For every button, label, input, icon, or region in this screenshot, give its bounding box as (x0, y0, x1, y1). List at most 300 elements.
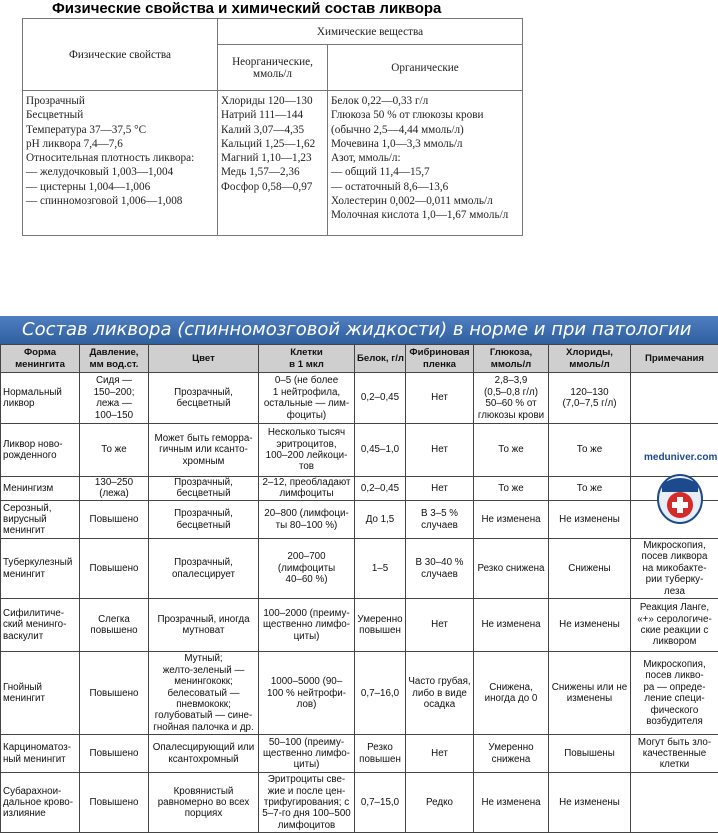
cell-line: Туберкулезный (3, 557, 73, 569)
inorganic-item: Фосфор 0,58—0,97 (221, 180, 313, 193)
cell-line: Прозрачный, (174, 508, 233, 520)
cell-line: 50–60 % от (485, 398, 537, 410)
cell-line: Реакция Ланге, (639, 602, 710, 614)
cell-line: Ликвор ново- (3, 438, 63, 450)
inorganic-item: Калий 3,07—4,35 (221, 123, 305, 136)
cell-line: повышен (359, 625, 401, 637)
cell-line: 1–5 (371, 562, 389, 574)
cell-protein (355, 735, 406, 773)
cell-line: Повышено (89, 796, 139, 808)
cell-line: Сидя — (95, 375, 133, 387)
organic-item: Мочевина 1,0—3,3 ммоль/л (331, 137, 463, 150)
cell-line: До 1,5 (365, 514, 395, 525)
cell-line: повышен (359, 753, 401, 765)
cell-line: хромным (182, 455, 225, 467)
cell-line: трифугирования; с (263, 796, 350, 808)
cell-line: 1 нейтрофила, (272, 386, 341, 398)
cell-cells (259, 424, 355, 476)
cell-line: Не изменена (481, 796, 541, 808)
cell-line: посев ликво- (645, 670, 704, 682)
cell-cells (259, 539, 355, 599)
table-header-row (1, 345, 718, 373)
cell-protein (355, 424, 406, 476)
cell-line: Повышены (564, 748, 615, 760)
cell-line: Нормальный (3, 386, 62, 398)
cell-line: снижена (491, 753, 531, 765)
header-line: пленка (422, 358, 457, 370)
cell-fibrin (406, 424, 474, 476)
cell-line: лежа — (96, 398, 132, 410)
header-chemical: Химические вещества (218, 19, 523, 45)
cell-line: 100–150 (94, 409, 134, 421)
organic-item: — общий 11,4—15,7 (331, 166, 430, 179)
cell-line: Не изменены (559, 619, 620, 631)
cell-form (1, 735, 80, 773)
cell-cells (259, 373, 355, 424)
cell-notes (631, 373, 718, 424)
cell-notes (631, 652, 718, 735)
cell-glucose (474, 424, 549, 476)
physical-item: Прозрачный (26, 95, 85, 107)
header-line: Фибриновая (409, 347, 470, 359)
header-line: Форма (23, 347, 57, 359)
table-row (1, 501, 718, 539)
cell-line: Резко снижена (477, 562, 545, 574)
cell-line: Не изменена (481, 619, 541, 631)
cell-line: Нет (431, 444, 448, 456)
cell-protein (355, 773, 406, 833)
cell-line: желто-зеленый — (162, 664, 245, 676)
physical-item: рН ликвора 7,4—7,6 (26, 137, 123, 150)
cell-line: случаев (421, 519, 458, 531)
cell-line: менингит (3, 693, 46, 705)
physical-item: — спинномозговой 1,006—1,008 (26, 195, 183, 208)
header-line: Клетки (290, 347, 323, 359)
cell-line: глюкозы крови (477, 409, 545, 421)
table-row (1, 735, 718, 773)
top-table-title: Физические свойства и химический состав ликвора (52, 0, 442, 17)
cell-line: опалесцирует (171, 568, 236, 580)
cell-form (1, 476, 80, 500)
cell-line: 0,7–16,0 (360, 687, 400, 699)
cell-line: порциях (184, 808, 223, 820)
cell-line: на микобакте- (642, 562, 707, 574)
table-row (1, 476, 718, 500)
cell-protein (355, 476, 406, 500)
header-color (149, 345, 259, 373)
organic-item: Молочная кислота 1,0—1,67 ммоль/л (331, 209, 509, 222)
cell-chlorides (549, 424, 631, 476)
cell-line: Повышено (89, 514, 139, 525)
cell-line: посев ликвора (641, 551, 708, 563)
cell-line: В 30–40 % (415, 557, 464, 569)
cell-line: пневмококк; (176, 698, 231, 710)
cell-line: Слегка (98, 613, 130, 625)
header-line: Белок, г/л (357, 352, 404, 364)
cell-chlorides (549, 476, 631, 500)
cell-glucose (474, 476, 549, 500)
organic-item: — остаточный 8,6—13,6 (331, 180, 449, 193)
cell-form (1, 539, 80, 599)
cell-line: 100 % нейтрофи- (266, 687, 346, 699)
cell-line: циты) (293, 630, 320, 642)
cell-pressure (80, 373, 149, 424)
cell-fibrin (406, 501, 474, 539)
logo-text: meduniver.com (644, 452, 718, 463)
header-line: Примечания (644, 352, 705, 364)
cell-line: ный менингит (3, 753, 66, 765)
cell-line: Умеренно (488, 742, 534, 754)
cell-color (149, 539, 259, 599)
cell-line: белесоватый — (167, 687, 240, 699)
cell-line: голубоватый — сине- (154, 710, 253, 722)
table-row (1, 424, 718, 476)
cell-line: (7,0–7,5 г/л) (562, 398, 617, 410)
organic-item: Глюкоза 50 % от глюкозы крови (331, 109, 484, 122)
cell-fibrin (406, 773, 474, 833)
cell-line: Менингизм (3, 482, 54, 494)
cell-line: Мутный; (184, 653, 223, 665)
cell-cells (259, 652, 355, 735)
cell-line: 150–200; (93, 386, 135, 398)
cell-color (149, 598, 259, 651)
cell-form (1, 501, 80, 539)
cell-fibrin (406, 476, 474, 500)
inorganic-item: Медь 1,57—2,36 (221, 166, 300, 179)
cell-line: равномерно во всех (157, 796, 250, 808)
cell-line: Нет (431, 482, 448, 494)
cell-form (1, 598, 80, 651)
header-line: ммоль/л (569, 358, 610, 370)
cell-line: иногда до 0 (484, 693, 538, 705)
cell-pressure (80, 735, 149, 773)
physical-chemical-table (22, 18, 523, 236)
cell-line: То же (498, 482, 524, 494)
cell-chlorides (549, 598, 631, 651)
cell-line: либо в виде (412, 687, 467, 699)
cell-line: гнойная палочка и др. (153, 721, 254, 733)
cell-pressure (80, 539, 149, 599)
cell-line: (лежа) (99, 488, 129, 500)
cell-line: рии туберку- (645, 574, 704, 586)
cell-chlorides (549, 373, 631, 424)
cell-line: 2,8–3,9 (494, 375, 528, 387)
cell-line: Нет (431, 392, 448, 404)
header-protein (355, 345, 406, 373)
cell-line: остальные — лим- (263, 398, 350, 410)
inorganic-item: Натрий 111—144 (221, 109, 304, 122)
cell-glucose (474, 539, 549, 599)
cell-cells (259, 773, 355, 833)
cell-line: лимфоциты (279, 488, 334, 500)
header-organic: Органические (328, 45, 523, 91)
cell-line: эритроцитов, (276, 438, 337, 450)
cell-pressure (80, 476, 149, 500)
cell-color (149, 373, 259, 424)
cell-pressure (80, 424, 149, 476)
cell-line: бесцветный (176, 519, 231, 531)
cell-line: фического (650, 704, 699, 716)
cell-line: Микроскопия, (643, 659, 706, 671)
cell-pressure (80, 501, 149, 539)
inorganic-item: Кальций 1,25—1,62 (221, 137, 316, 150)
cell-line: 2–12, преобладают (262, 477, 351, 489)
cell-line: бесцветный (176, 488, 231, 500)
cell-line: То же (498, 444, 524, 456)
cell-line: Снижены (568, 562, 611, 574)
cell-protein (355, 652, 406, 735)
header-line: мм вод.ст. (89, 358, 139, 370)
cell-line: случаев (421, 568, 458, 580)
medical-cross-logo-icon (644, 452, 716, 530)
cell-line: 50–100 (преиму- (268, 736, 345, 748)
cell-line: менингококк; (174, 676, 233, 688)
cell-line: изменены (566, 693, 613, 705)
cell-line: Может быть геморра- (154, 432, 253, 444)
cell-line: 5–7-го дня 100–500 (262, 808, 351, 820)
cell-fibrin (406, 539, 474, 599)
physical-item: — желудочковый 1,003—1,004 (26, 166, 174, 179)
cell-line: Эритроциты све- (267, 774, 346, 786)
cell-line: Нет (431, 748, 448, 760)
cell-line: 20–800 (лимфоци- (264, 508, 349, 520)
cell-protein (355, 539, 406, 599)
cell-chlorides (549, 735, 631, 773)
cell-line: Умеренно (357, 613, 403, 625)
header-line: ммоль/л (490, 358, 532, 370)
cell-color (149, 424, 259, 476)
cell-fibrin (406, 652, 474, 735)
cell-line: мутноват (182, 625, 225, 637)
physical-item: — цистерны 1,004—1,006 (26, 180, 151, 193)
cell-line: повышено (90, 625, 138, 637)
table-row (1, 373, 718, 424)
cell-pressure (80, 598, 149, 651)
header-fibrin (406, 345, 474, 373)
header-inorganic-line: ммоль/л (253, 67, 292, 80)
cell-line: леза (664, 585, 685, 597)
cell-form (1, 652, 80, 735)
header-physical: Физические свойства (23, 19, 218, 91)
cell-line: ликвором (652, 636, 697, 648)
header-inorganic-line: Неорганические, (232, 55, 313, 68)
cell-line: Снижена, (489, 681, 533, 693)
cell-color (149, 476, 259, 500)
cell-line: Кровянистый (173, 785, 234, 797)
cell-line: ты 80–100 %) (275, 519, 338, 531)
cell-line: «+» серологиче- (637, 613, 712, 625)
cell-line: вирусный (3, 514, 47, 525)
physical-item: Относительная плотность ликвора: (26, 152, 195, 165)
cell-line: ра — опреде- (643, 681, 706, 693)
header-inorganic (218, 45, 328, 91)
cell-line: рожденного (3, 450, 57, 462)
cell-line: фоциты) (286, 409, 327, 421)
inorganic-item: Магний 1,10—1,23 (221, 152, 312, 165)
table-row (1, 539, 718, 599)
cell-line: ление специ- (644, 693, 705, 705)
cell-line: лов) (296, 698, 317, 710)
csf-pathology-table (0, 344, 718, 833)
cell-color (149, 501, 259, 539)
cell-protein (355, 373, 406, 424)
table-row (1, 598, 718, 651)
inorganic-column (218, 91, 328, 236)
organic-item: Азот, ммоль/л: (331, 152, 401, 165)
cell-fibrin (406, 598, 474, 651)
cell-protein (355, 598, 406, 651)
header-form (1, 345, 80, 373)
cell-line: лимфоцитов (277, 819, 336, 831)
cell-line: щественно лимфо- (262, 748, 350, 760)
cell-chlorides (549, 501, 631, 539)
cell-line: 130–250 (94, 477, 134, 489)
cell-color (149, 735, 259, 773)
cell-line: Несколько тысяч (267, 427, 346, 439)
cell-line: Прозрачный, (174, 557, 233, 569)
cell-line: 0,2–0,45 (360, 392, 400, 404)
inorganic-item: Хлориды 120—130 (221, 95, 313, 107)
cell-line: ликвор (3, 398, 35, 410)
cell-cells (259, 501, 355, 539)
cell-line: 0,45–1,0 (360, 444, 400, 456)
cell-form (1, 373, 80, 424)
cell-notes (631, 735, 718, 773)
cell-line: щественно лимфо- (262, 619, 350, 631)
physical-item: Бесцветный (26, 109, 84, 122)
cell-line: Карциноматоз- (3, 742, 71, 754)
header-line: Глюкоза, (489, 347, 533, 359)
cell-line: 1000–5000 (90– (270, 676, 343, 688)
header-line: Цвет (192, 352, 215, 364)
cell-line: тов (298, 461, 315, 473)
cell-line: ский менинго- (3, 619, 67, 631)
cell-line: менингит (3, 568, 46, 580)
cell-line: Нет (431, 619, 448, 631)
cell-line: Субарахнои- (3, 785, 62, 797)
cell-line: Редко (426, 796, 453, 808)
cell-cells (259, 598, 355, 651)
cell-line: Резко (367, 742, 393, 754)
cell-line: Опалесцирующий или (152, 742, 255, 754)
cell-glucose (474, 773, 549, 833)
cell-line: 120–130 (570, 386, 609, 398)
cell-line: возбудителя (646, 716, 703, 728)
cell-line: Повышено (89, 687, 139, 699)
header-cells (259, 345, 355, 373)
cell-line: То же (576, 482, 603, 494)
cell-line: 100–200 лейкоци- (265, 450, 348, 462)
cell-line: Микроскопия, (643, 539, 706, 551)
header-pressure (80, 345, 149, 373)
cell-line: излияние (3, 808, 46, 820)
cell-line: В 3–5 % (420, 508, 459, 520)
cell-line: То же (101, 444, 127, 456)
cell-line: дальное крово- (3, 796, 74, 808)
cell-cells (259, 476, 355, 500)
cell-line: осадка (423, 698, 456, 710)
cell-line: Повышено (89, 562, 139, 574)
cell-glucose (474, 652, 549, 735)
cell-line: 0,2–0,45 (360, 482, 400, 494)
organic-item: (обычно 2,5—4,44 ммоль/л) (331, 123, 464, 136)
cell-line: жие и после цен- (267, 785, 346, 797)
cell-line: Не изменены (559, 796, 620, 808)
cell-line: Могут быть зло- (637, 736, 712, 748)
cell-notes (631, 773, 718, 833)
cell-pressure (80, 773, 149, 833)
cell-chlorides (549, 539, 631, 599)
header-chlorides (549, 345, 631, 373)
cell-fibrin (406, 373, 474, 424)
cell-line: клетки (659, 759, 690, 771)
cell-glucose (474, 501, 549, 539)
cell-line: Снижены или не (551, 681, 628, 693)
cell-chlorides (549, 652, 631, 735)
cell-line: Не изменены (559, 514, 620, 525)
table-row (1, 773, 718, 833)
cell-line: циты) (293, 759, 320, 771)
organic-item: Холестерин 0,002—0,011 ммоль/л (331, 195, 493, 208)
banner-title: Состав ликвора (спинномозговой жидкости) в норме и при патологии (0, 316, 718, 344)
cell-form (1, 773, 80, 833)
cell-line: 0,7–15,0 (360, 796, 400, 808)
cell-line: бесцветный (176, 398, 231, 410)
header-notes (631, 345, 718, 373)
cell-line: Прозрачный, (174, 477, 233, 489)
cell-color (149, 652, 259, 735)
cell-line: 200–700 (287, 551, 326, 563)
cell-protein (355, 501, 406, 539)
organic-item: Белок 0,22—0,33 г/л (331, 95, 429, 107)
cell-line: Серозный, (3, 502, 52, 514)
cell-notes (631, 598, 718, 651)
cell-line: Гнойный (3, 681, 43, 693)
cell-notes (631, 539, 718, 599)
cell-pressure (80, 652, 149, 735)
cell-line: менингит (3, 525, 46, 537)
cell-line: Не изменена (481, 514, 541, 525)
cell-line: Повышено (89, 748, 139, 760)
cell-line: васкулит (3, 630, 44, 642)
cell-glucose (474, 373, 549, 424)
cell-line: Прозрачный, (174, 386, 233, 398)
cell-glucose (474, 598, 549, 651)
cell-line: гичным или ксанто- (159, 444, 248, 456)
cell-color (149, 773, 259, 833)
cell-line: качественные (642, 748, 707, 760)
table-row (1, 652, 718, 735)
header-line: Давление, (89, 347, 139, 359)
header-line: Хлориды, (566, 347, 613, 359)
cell-chlorides (549, 773, 631, 833)
cell-line: ксантохромный (168, 753, 239, 765)
cell-line: То же (576, 444, 603, 456)
cell-cells (259, 735, 355, 773)
cell-line: 40–60 %) (285, 574, 328, 586)
header-glucose (474, 345, 549, 373)
organic-column (328, 91, 523, 236)
meduniver-logo (644, 452, 716, 530)
cell-line: (0,5–0,8 г/л) (484, 386, 538, 398)
cell-line: 100–2000 (преиму- (263, 607, 350, 619)
cell-fibrin (406, 735, 474, 773)
header-line: в 1 мкл (289, 358, 324, 370)
cell-line: Сифилитиче- (3, 607, 65, 619)
cell-line: Прозрачный, иногда (157, 613, 250, 625)
cell-line: (лимфоциты (277, 562, 336, 574)
cell-form (1, 424, 80, 476)
